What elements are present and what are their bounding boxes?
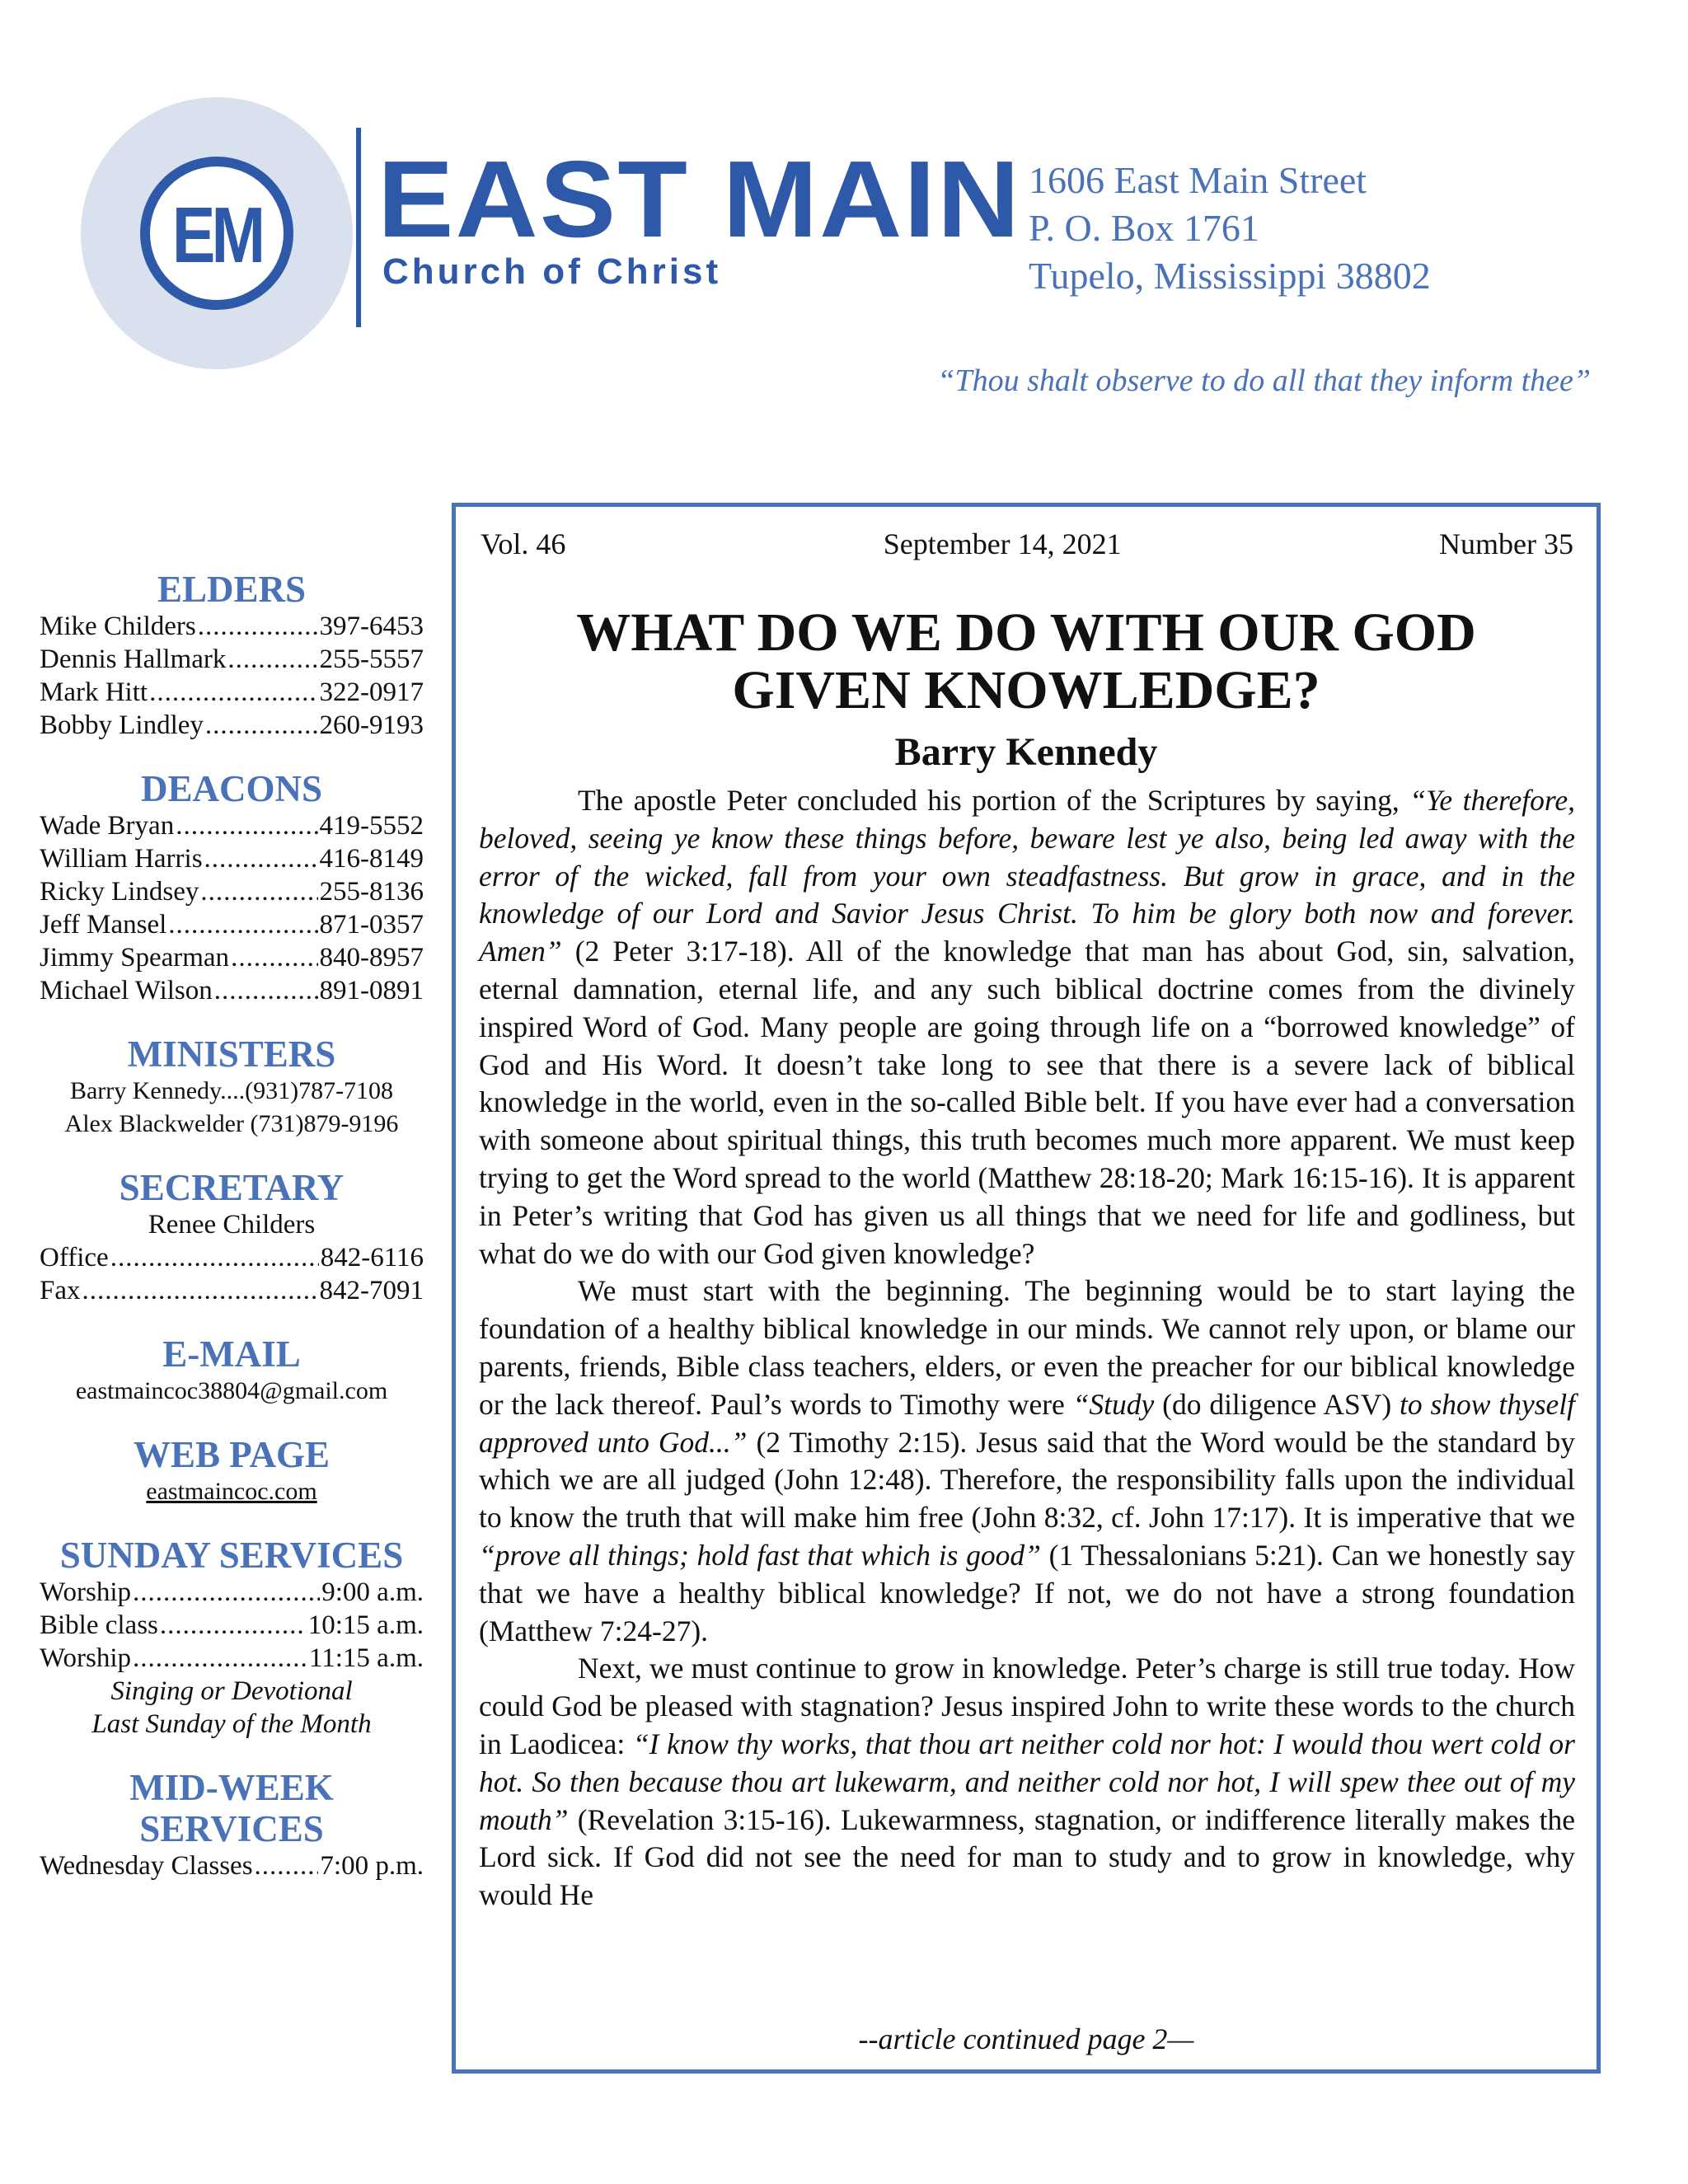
contact-name: Bobby Lindley: [40, 710, 204, 740]
address-street: 1606 East Main Street: [1029, 159, 1367, 201]
article-author: Barry Kennedy: [894, 730, 1158, 774]
email-link[interactable]: eastmaincoc38804@gmail.com: [75, 1377, 388, 1404]
contact-row: [40, 908, 424, 941]
contact-phone: 840-8957: [319, 943, 424, 972]
service-time: 9:00 a.m.: [321, 1577, 424, 1607]
minister-line: Alex Blackwelder (731)879-9196: [64, 1110, 399, 1137]
secretary-name: Renee Childers: [148, 1210, 316, 1240]
contact-row: [40, 974, 424, 1007]
contact-row: [40, 842, 424, 875]
service-row: [40, 1609, 424, 1642]
paragraph: The apostle Peter concluded his portion of the Scriptures by saying, “Ye therefore, beloved, seeing ye know these things before, beware lest ye also, being led away with the error of the wicked, fall from your own steadfastness. But grow in grace, and in the knowledge of our Lord and Savior Jesus Christ. To him be glory both now and forever. Amen” (2 Peter 3:17-18). All of the knowledge that man has about God, sin, salvation, eternal damnation, eternal life, and any such biblical doctrine comes from the divinely inspired Word of God. Many people are going through life on a “borrowed knowledge” of God and His Word. It doesn’t take long to see that there is a severe lack of biblical knowledge in the world, even in the so-called Bible belt. If you have ever had a conversation with someone about spiritual things, this truth becomes much more apparent. We must keep trying to get the Word spread to the world (Matthew 28:18-20; Mark 16:15-16). It is apparent in Peter’s writing that God has given us all things that we need for life and godliness, but what do we do with our God given knowledge?: [479, 784, 1575, 1270]
sunday-services-section: [40, 1535, 424, 1741]
secretary-section: [40, 1167, 424, 1307]
contact-row: [40, 1274, 424, 1307]
contact-phone: 842-7091: [319, 1276, 424, 1305]
paragraph: We must start with the beginning. The beginning would be to start laying the foundation of a healthy biblical knowledge in our minds. We cannot rely upon, or blame our parents, friends, Bible class teachers, elders, or even the preacher for our biblical knowledge or the lack thereof. Paul’s words to Timothy were “Study (do diligence ASV) to show thyself approved unto God...” (2 Timothy 2:15). Jesus said that the Word would be the standard by which we are all judged (John 12:48). Therefore, the responsibility falls upon the individual to know the truth that will make him free (John 8:32, cf. John 17:17). It is imperative that we “prove all things; hold fast that which is good” (1 Thessalonians 5:21). Can we honestly say that we have a healthy biblical knowledge? If not, we do not have a strong foundation (Matthew 7:24-27).: [479, 1274, 1576, 1647]
contact-name: William Harris: [40, 844, 203, 874]
issue-number: Number 35: [1439, 527, 1573, 560]
midweek-services-section: [40, 1767, 424, 1882]
contact-label: Fax: [40, 1276, 81, 1305]
service-row: [40, 1576, 424, 1609]
church-address: [1029, 157, 1431, 300]
issue-date: September 14, 2021: [883, 527, 1122, 560]
ministers-section: [40, 1033, 424, 1141]
elders-section: [40, 569, 424, 742]
scripture-quote: “Study: [1072, 1387, 1155, 1421]
scripture-quote: “I know thy works, that thou art neither cold nor hot: I would thou wert cold or hot. So then because thou art lukewarm, and neither cold nor hot, I will spew thee out of my mouth”: [479, 1727, 1575, 1836]
contact-name: Wade Bryan: [40, 811, 175, 841]
contact-name: Ricky Lindsey: [40, 877, 199, 907]
volume: Vol. 46: [481, 527, 566, 560]
scripture-quote: to show thyself approved unto God...”: [479, 1387, 1576, 1459]
issue-info: [481, 527, 1573, 561]
email-section: [40, 1333, 424, 1408]
contact-phone: 397-6453: [319, 612, 424, 641]
ministers-heading: MINISTERS: [127, 1033, 336, 1075]
service-row: [40, 1642, 424, 1675]
contact-name: Jimmy Spearman: [40, 943, 230, 972]
contact-phone: 255-8136: [319, 877, 424, 907]
church-name: EAST MAIN: [377, 138, 1022, 260]
contact-row: [40, 643, 424, 676]
deacons-heading: DEACONS: [140, 768, 323, 809]
deacons-section: [40, 768, 424, 1007]
paragraph: Next, we must continue to grow in knowledge. Peter’s charge is still true today. How could God be pleased with stagnation? Jesus inspired John to write these words to the church in Laodicea: “I know thy works, that thou art neither cold nor hot: I would thou wert cold or hot. So then because thou art lukewarm, and neither cold nor hot, I will spew thee out of my mouth” (Revelation 3:15-16). Lukewarmness, stagnation, or indifference literally makes the Lord sick. If God did not see the need for man to study and to grow in knowledge, why would He: [479, 1652, 1575, 1912]
contact-phone: 842-6116: [320, 1243, 424, 1272]
contact-name: Mark Hitt: [40, 677, 148, 707]
contact-phone: 419-5552: [319, 811, 424, 841]
minister-line: Barry Kennedy....(931)787-7108: [69, 1077, 394, 1104]
contact-phone: 871-0357: [319, 910, 424, 940]
sidebar: [40, 569, 424, 1909]
contact-row: [40, 709, 424, 742]
service-row: [40, 1849, 424, 1882]
contact-row: [40, 1241, 424, 1274]
web-section: [40, 1434, 424, 1508]
elders-heading: ELDERS: [157, 569, 307, 610]
service-label: Worship: [40, 1643, 132, 1673]
contact-row: [40, 941, 424, 974]
article-body: [479, 782, 1575, 1915]
midweek-heading-line1: MID-WEEK: [129, 1767, 334, 1808]
address-po-box: P. O. Box 1761: [1029, 207, 1259, 249]
service-label: Bible class: [40, 1610, 158, 1640]
contact-row: [40, 875, 424, 908]
logo-mark: EM: [171, 191, 262, 279]
contact-row: [40, 676, 424, 709]
continued-note: --article continued page 2—: [858, 2022, 1194, 2055]
contact-phone: 891-0891: [319, 976, 424, 1005]
secretary-heading: SECRETARY: [119, 1167, 345, 1208]
service-label: Wednesday Classes: [40, 1851, 253, 1881]
service-note: Singing or Devotional: [110, 1676, 353, 1706]
midweek-heading-line2: SERVICES: [139, 1808, 324, 1849]
logo-emblem: [140, 157, 293, 310]
contact-name: Jeff Mansel: [40, 910, 167, 940]
scripture-quote: “Ye therefore, beloved, seeing ye know these things before, beware lest ye also, being led away with the error of the wicked, fall from your own steadfastness. But grow in grace, and in the knowledge of our Lord and Savior Jesus Christ. To him be glory both now and forever. Amen”: [479, 784, 1575, 968]
contact-row: [40, 610, 424, 643]
web-heading: WEB PAGE: [134, 1434, 330, 1475]
sunday-services-heading: SUNDAY SERVICES: [59, 1535, 404, 1576]
motto: “Thou shalt observe to do all that they inform thee”: [937, 363, 1591, 398]
church-subtitle: Church of Christ: [382, 251, 722, 292]
scripture-quote: “prove all things; hold fast that which is good”: [479, 1538, 1041, 1572]
service-label: Worship: [40, 1577, 132, 1607]
contact-name: Dennis Hallmark: [40, 644, 227, 674]
article-box: [452, 503, 1601, 2074]
contact-phone: 416-8149: [319, 844, 424, 874]
contact-label: Office: [40, 1243, 109, 1272]
article-title: [472, 604, 1580, 719]
contact-row: [40, 809, 424, 842]
service-time: 10:15 a.m.: [307, 1610, 424, 1640]
service-note: Last Sunday of the Month: [91, 1709, 372, 1739]
contact-phone: 255-5557: [319, 644, 424, 674]
website-link[interactable]: eastmaincoc.com: [146, 1478, 317, 1505]
title-line: WHAT DO WE DO WITH OUR GOD: [576, 602, 1476, 663]
midweek-heading: [40, 1767, 424, 1849]
logo-divider: [356, 128, 361, 327]
title-line: GIVEN KNOWLEDGE?: [732, 660, 1320, 720]
email-heading: E-MAIL: [162, 1333, 301, 1375]
service-time: 7:00 p.m.: [320, 1851, 424, 1881]
contact-phone: 260-9193: [319, 710, 424, 740]
address-city: Tupelo, Mississippi 38802: [1029, 255, 1431, 297]
contact-phone: 322-0917: [319, 677, 424, 707]
service-time: 11:15 a.m.: [308, 1643, 424, 1673]
contact-name: Michael Wilson: [40, 976, 213, 1005]
contact-name: Mike Childers: [40, 612, 196, 641]
